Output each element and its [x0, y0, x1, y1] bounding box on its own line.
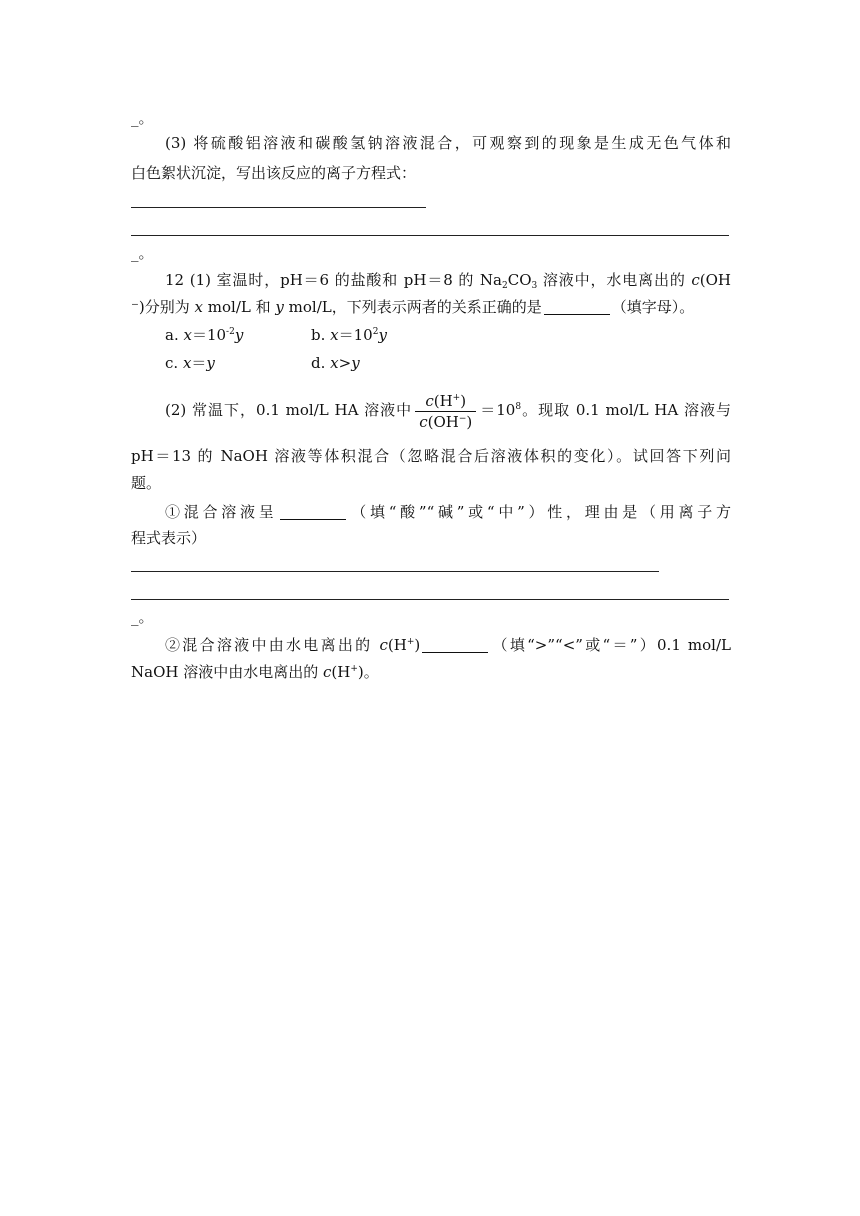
previous-answer-end: _。 [131, 109, 154, 127]
q3-line-1: (3) 将硫酸铝溶液和碳酸氢钠溶液混合，可观察到的现象是生成无色气体和 [165, 134, 731, 152]
q12-2-sub2-line-2: NaOH 溶液中由水电离出的 c(H+)。 [131, 663, 379, 681]
fraction-numerator: c(H+) [425, 391, 467, 410]
option-c[interactable]: c. x＝y [165, 354, 215, 372]
q12-2-answer-line-1[interactable] [131, 571, 659, 572]
option-d[interactable]: d. x>y [311, 354, 360, 372]
concentration-ratio-fraction [415, 391, 476, 432]
fraction-denominator: c(OH−) [415, 411, 476, 432]
option-b[interactable]: b. $x=10^2y$ [311, 326, 387, 344]
q3-answer-end: _。 [131, 244, 154, 262]
q12-2-answer-line-2[interactable] [131, 599, 729, 600]
q3-line-2: 白色絮状沉淀，写出该反应的离子方程式： [131, 164, 417, 182]
q12-2-sub1-line-1: ①混合溶液呈 （填“酸”“碱”或“中”）性，理由是（用离子方 [165, 503, 731, 521]
q12-2-line-2: pH＝13 的 NaOH 溶液等体积混合（忽略混合后溶液体积的变化）。试回答下列问 [131, 447, 731, 465]
q12-2-sub2-blank[interactable] [422, 636, 488, 653]
q3-answer-line-1[interactable] [131, 207, 426, 208]
q12-2-line-3: 题。 [131, 474, 162, 492]
q3-answer-line-2[interactable] [131, 235, 729, 236]
q12-2-sub2-line-1: ②混合溶液中由水电离出的 c(H+) （填“>”“<”或“＝”）0.1 mol/L [165, 636, 731, 654]
option-a[interactable]: a. $x=10^{-2}y$ [165, 326, 244, 344]
q12-2-answer-end: _。 [131, 608, 154, 626]
q12-2-line-1: (2) 常温下，0.1 mol/L HA 溶液中 $\frac{c(H^+)}{c(OH^-)}$ $=10^8$。现取 0.1 mol/L HA 溶液与 [165, 391, 731, 431]
q12-2-sub1-line-2: 程式表示） [131, 529, 207, 547]
q12-1-line-1: 12 (1) 室温时，pH＝6 的盐酸和 pH＝8 的 $Na_2CO_3$ 溶液中，水电离出的 c(OH [165, 271, 731, 291]
q12-1-line-2: ⁻)分别为 x mol/L 和 y mol/L，下列表示两者的关系正确的是 （填字母）。 [131, 298, 695, 316]
q12-1-answer-blank[interactable] [544, 298, 610, 315]
q12-2-sub1-blank[interactable] [280, 503, 346, 520]
